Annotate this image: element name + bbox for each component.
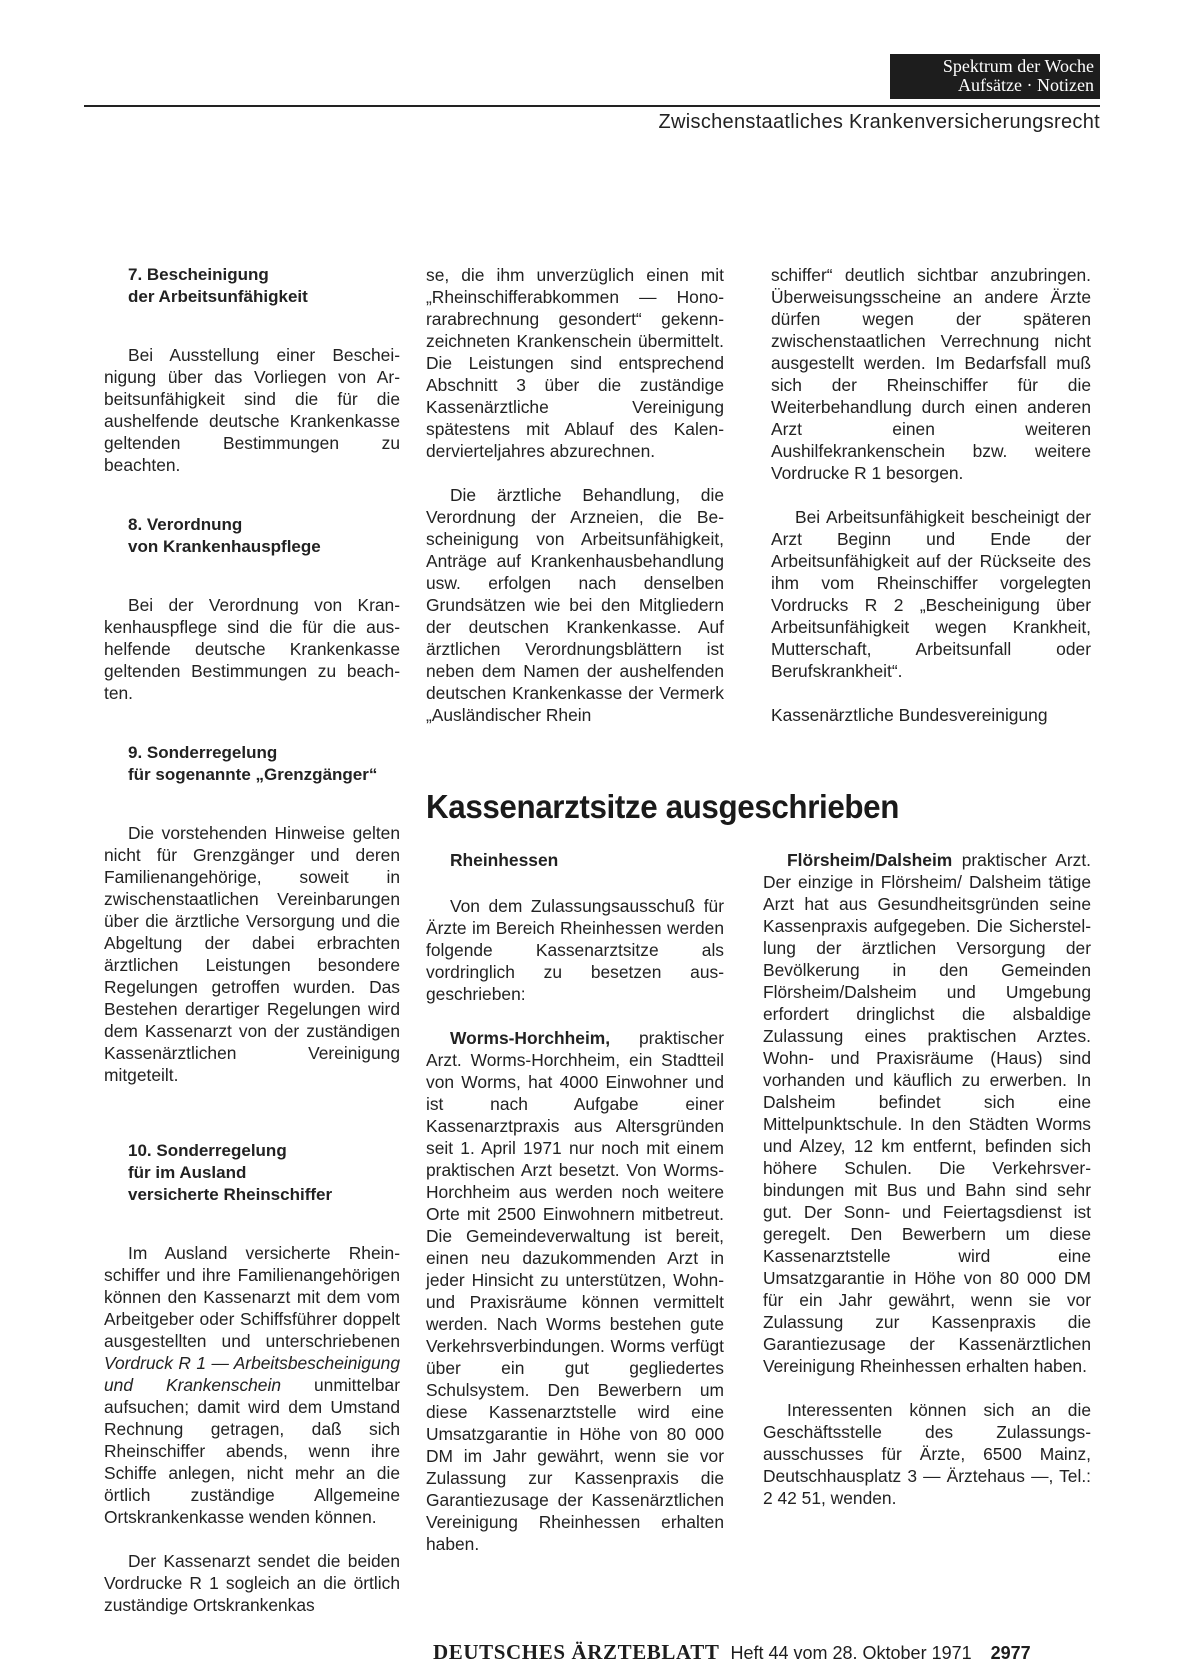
contact-paragraph: Interessenten können sich an die Geschäftsstelle des Zulassungsausschusses für Ärzte, 6500 Mainz, Deutschhausplatz 3 — Ärztehaus —, Tel.: 2 42 51, wenden.	[763, 1400, 1091, 1508]
section-9-paragraph: Die vorstehenden Hinweise gelten nicht für Grenzgänger und deren Familienangehörige, soweit in zwischenstaatlichen Vereinbarungen über die ärztliche Versorgung und die Abgeltung der dabei erbrachten ärztlichen Leistungen besondere Regelungen getroffen wurden. Das Bestehen derartiger Regelungen wird dem Kassenarzt von der zuständigen Kassenärztlichen Vereinigung mitgeteilt.	[104, 823, 400, 1085]
intro-paragraph: Von dem Zulassungsausschuß für Ärzte im Bereich Rheinhessen werden folgende Kassenarztsitze als vordringlich zu besetzen ausgeschrieben:	[426, 896, 724, 1004]
section-7-heading: 7. Bescheinigung der Arbeitsunfähigkeit	[128, 265, 308, 306]
column-3	[771, 264, 1091, 748]
section-badge	[890, 54, 1100, 99]
column-5	[763, 849, 1091, 1531]
running-head: Zwischenstaatliches Krankenversicherungsrecht	[658, 111, 1100, 133]
article-headline: Kassenarztsitze ausgeschrieben	[426, 788, 899, 825]
column-4	[426, 849, 724, 1577]
col2-paragraph-1: se, die ihm unverzüglich einen mit „Rheinschifferabkommen — Honorarabrechnung gesondert“ gekennzeichneten Krankenschein übermittelt. Die Leistungen sind entsprechend Abschnitt 3 über die zuständige Kassenärztliche Vereinigung spätestens mit Ablauf des Kalendervierteljahres abzurechnen.	[426, 265, 724, 461]
col2-paragraph-2: Die ärztliche Behandlung, die Verordnung der Arzneien, die Bescheinigung von Arbeitsunfähigkeit, Anträge auf Krankenhausbehandlung usw. erfolgen nach denselben Grundsätzen wie bei den Mitgliedern der deutschen Krankenkasse. Auf ärztlichen Verordnungsblättern ist neben dem Namen der aushelfenden deutschen Krankenkasse der Vermerk „Ausländischer Rhein	[426, 485, 724, 725]
section-8-heading: 8. Verordnung von Krankenhauspflege	[128, 515, 321, 556]
worms-place-name: Worms-Horchheim,	[450, 1028, 611, 1048]
worms-paragraph: Worms-Horchheim, praktischer Arzt. Worms-Horchheim, ein Stadtteil von Worms, hat 4000 Einwohner und ist nach Aufgabe einer Kassenarztpraxis aus Altersgründen seit 1. April 1971 nur noch mit einem praktischen Arzt besetzt. Von Worms-Horchheim aus werden noch weitere Orte mit 2500 Einwohnern mitbetreut. Die Gemeindeverwaltung ist bereit, einen neu dazukommenden Arzt in jeder Hinsicht zu unterstützen, Wohn- und Praxisräume können vermittelt werden. Nach Worms bestehen gute Verkehrsverbindungen. Worms verfügt über ein gut gegliedertes Schulsystem. Den Bewerbern um diese Kassenarztstelle wird eine Umsatzgarantie in Höhe von 80 000 DM im Jahr gewährt, wenn sie vor Zulassung zur Kassenpraxis die Garantiezusage der Kassenärztlichen Vereinigung Rheinhessen erhalten haben.	[426, 1028, 724, 1554]
column-2	[426, 264, 724, 748]
page-footer	[433, 1640, 1031, 1665]
section-8-paragraph: Bei der Verordnung von Krankenhauspflege sind die für die aushelfende deutsche Krankenkasse geltenden Bestimmungen zu beachten.	[104, 595, 400, 703]
col3-paragraph-2: Bei Arbeitsunfähigkeit bescheinigt der Arzt Beginn und Ende der Arbeitsunfähigkeit auf der Rückseite des ihm vom Rheinschiffer vorgelegten Vordrucks R 2 „Bescheinigung über Arbeitsunfähigkeit wegen Krankheit, Mutterschaft, Arbeitsunfall oder Berufskrankheit“.	[771, 507, 1091, 681]
floersheim-place-name: Flörsheim/Dalsheim	[787, 850, 953, 870]
journal-name: DEUTSCHES ÄRZTEBLATT	[433, 1640, 720, 1664]
page-number: 2977	[990, 1643, 1031, 1663]
section-10-heading: 10. Sonderregelung für im Ausland versicherte Rheinschiffer	[128, 1141, 333, 1204]
badge-line-1: Spektrum der Woche	[942, 56, 1094, 76]
col3-paragraph-1: schiffer“ deutlich sichtbar anzubringen. Überweisungsscheine an andere Ärzte dürfen wegen der späteren zwischenstaatlichen Verrechnung nicht ausgestellt werden. Im Bedarfsfall muß sich der Rheinschiffer für die Weiterbehandlung durch einen anderen Arzt einen weiteren Aushilfekrankenschein bzw. weitere Vordrucke R 1 besorgen.	[771, 265, 1091, 483]
form-name-emphasis: Vordruck R 1 — Arbeitsbescheinigung und Krankenschein	[104, 1353, 400, 1395]
section-10-paragraph-1: Im Ausland versicherte Rheinschiffer und ihre Familienangehörigen können den Kassenarzt mit dem vom Arbeitgeber oder Schiffsführer doppelt ausgestellten und unterschriebenen Vordruck R 1 — Arbeitsbescheinigung und Krankenschein unmittelbar aufsuchen; damit wird dem Umstand Rechnung getragen, daß sich Rheinschiffer abends, wenn ihre Schiffe anlegen, nicht mehr an die örtlich zuständige Allgemeine Ortskrankenkasse wenden können.	[104, 1243, 400, 1527]
author-signature: Kassenärztliche Bundesvereinigung	[771, 705, 1048, 725]
section-7-paragraph: Bei Ausstellung einer Bescheinigung über das Vorliegen von Arbeitsunfähigkeit sind die für die aushelfende deutsche Krankenkasse geltenden Bestimmungen zu beachten.	[104, 345, 400, 475]
column-1	[104, 264, 400, 1638]
badge-line-2: Aufsätze · Notizen	[958, 75, 1094, 95]
floersheim-paragraph: Flörsheim/Dalsheim praktischer Arzt. Der einzige in Flörsheim/ Dalsheim tätige Arzt hat aus Gesundheitsgründen seine Kassenpraxis aufgegeben. Die Sicherstellung der ärztlichen Versorgung der Bevölkerung in den Gemeinden Flörsheim/Dalsheim und Umgebung erfordert dringlichst die alsbaldige Zulassung eines praktischen Arztes. Wohn- und Praxisräume (Haus) sind vorhanden und käuflich zu erwerben. In Dalsheim befindet sich eine Mittelpunktschule. In den Städten Worms und Alzey, 12 km entfernt, befinden sich höhere Schulen. Die Verkehrsverbindungen mit Bus und Bahn sind sehr gut. Der Sonn- und Feiertagsdienst ist geregelt. Den Bewerbern um diese Kassenarztstelle wird eine Umsatzgarantie in Höhe von 80 000 DM für ein Jahr gewährt, wenn sie vor Zulassung zur Kassenpraxis die Garantiezusage der Kassenärztlichen Vereinigung Rheinhessen erhalten haben.	[763, 850, 1091, 1376]
section-10-paragraph-2: Der Kassenarzt sendet die beiden Vordrucke R 1 sogleich an die örtlich zuständige Ortskrankenkas	[104, 1551, 400, 1615]
header-rule	[84, 105, 1100, 107]
section-9-heading: 9. Sonderregelung für sogenannte „Grenzgänger“	[128, 743, 378, 784]
issue-info: Heft 44 vom 28. Oktober 1971	[730, 1643, 972, 1663]
region-subheading: Rheinhessen	[450, 850, 559, 870]
